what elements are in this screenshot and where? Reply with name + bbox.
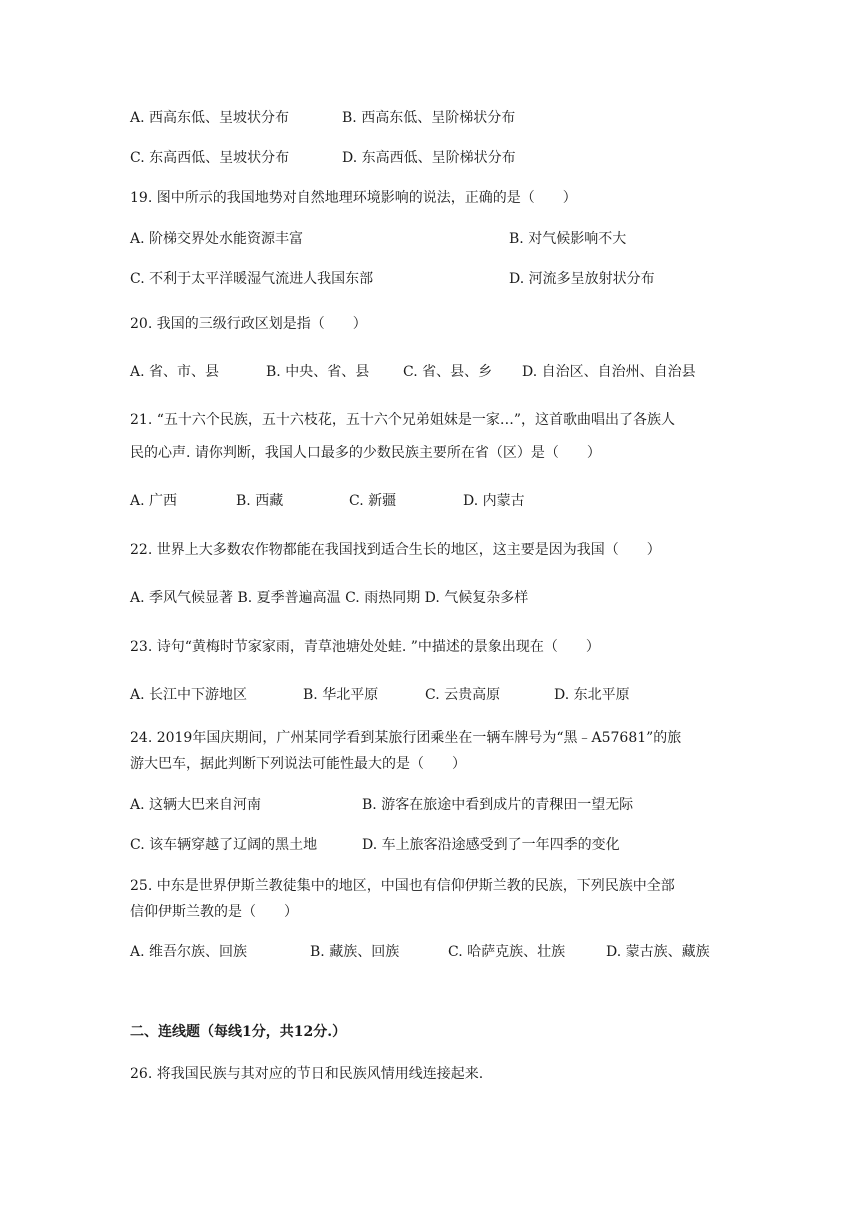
- q19-option-a: A. 阶梯交界处水能资源丰富: [130, 231, 304, 247]
- q21-option-d: D. 内蒙古: [463, 493, 525, 509]
- q24-option-a: A. 这辆大巴来自河南: [130, 797, 262, 813]
- q23-option-d: D. 东北平原: [554, 687, 630, 703]
- q18-option-c: C. 东高西低、呈坡状分布: [130, 150, 290, 166]
- q20-option-a: A. 省、市、县: [130, 364, 220, 380]
- q25-option-d: D. 蒙古族、藏族: [606, 944, 710, 960]
- q24-option-d: D. 车上旅客沿途感受到了一年四季的变化: [362, 837, 620, 853]
- q19-option-b: B. 对气候影响不大: [509, 231, 627, 247]
- q19-stem: 19. 图中所示的我国地势对自然地理环境影响的说法，正确的是（ ）: [130, 190, 577, 206]
- q21-stem-line1: 21. “五十六个民族，五十六枝花，五十六个兄弟姐妹是一家…”，这首歌曲唱出了各族人: [130, 412, 676, 428]
- q22-stem: 22. 世界上大多数农作物都能在我国找到适合生长的地区，这主要是因为我国（ ）: [130, 542, 661, 558]
- q25-stem-line2: 信仰伊斯兰教的是（ ）: [130, 904, 298, 920]
- q21-option-a: A. 广西: [130, 493, 178, 509]
- q20-stem: 20. 我国的三级行政区划是指（ ）: [130, 316, 367, 332]
- q25-option-a: A. 维吾尔族、回族: [130, 944, 248, 960]
- section-heading: 二、连线题（每线1分，共12分.）: [130, 1024, 347, 1040]
- q25-option-b: B. 藏族、回族: [310, 944, 400, 960]
- q25-option-c: C. 哈萨克族、壮族: [448, 944, 566, 960]
- q24-stem-line2: 游大巴车，据此判断下列说法可能性最大的是（ ）: [130, 756, 466, 772]
- q19-option-c: C. 不利于太平洋暖湿气流进人我国东部: [130, 271, 374, 287]
- q22-options: A. 季风气候显著 B. 夏季普遍高温 C. 雨热同期 D. 气候复杂多样: [130, 590, 529, 606]
- q25-stem-line1: 25. 中东是世界伊斯兰教徒集中的地区，中国也有信仰伊斯兰教的民族，下列民族中全部: [130, 878, 675, 894]
- q24-option-b: B. 游客在旅途中看到成片的青稞田一望无际: [362, 797, 634, 813]
- q18-option-b: B. 西高东低、呈阶梯状分布: [342, 110, 516, 126]
- q20-option-b: B. 中央、省、县: [266, 364, 370, 380]
- q20-option-c: C. 省、县、乡: [403, 364, 493, 380]
- q23-option-b: B. 华北平原: [303, 687, 379, 703]
- q21-stem-line2: 民的心声. 请你判断，我国人口最多的少数民族主要所在省（区）是（ ）: [130, 445, 601, 461]
- q18-option-a: A. 西高东低、呈坡状分布: [130, 110, 290, 126]
- q24-stem-line1: 24. 2019年国庆期间，广州某同学看到某旅行团乘坐在一辆车牌号为“黑﹣A57681”的旅: [130, 730, 682, 746]
- q21-option-b: B. 西藏: [236, 493, 284, 509]
- q24-option-c: C. 该车辆穿越了辽阔的黑土地: [130, 837, 318, 853]
- q18-option-d: D. 东高西低、呈阶梯状分布: [342, 150, 516, 166]
- q19-option-d: D. 河流多呈放射状分布: [509, 271, 655, 287]
- q23-stem: 23. 诗句“黄梅时节家家雨，青草池塘处处蛙. ”中描述的景象出现在（ ）: [130, 639, 600, 655]
- q23-option-a: A. 长江中下游地区: [130, 687, 248, 703]
- q21-option-c: C. 新疆: [349, 493, 397, 509]
- q26-stem: 26. 将我国民族与其对应的节日和民族风情用线连接起来.: [130, 1066, 484, 1082]
- q20-option-d: D. 自治区、自治州、自治县: [522, 364, 696, 380]
- q23-option-c: C. 云贵高原: [425, 687, 501, 703]
